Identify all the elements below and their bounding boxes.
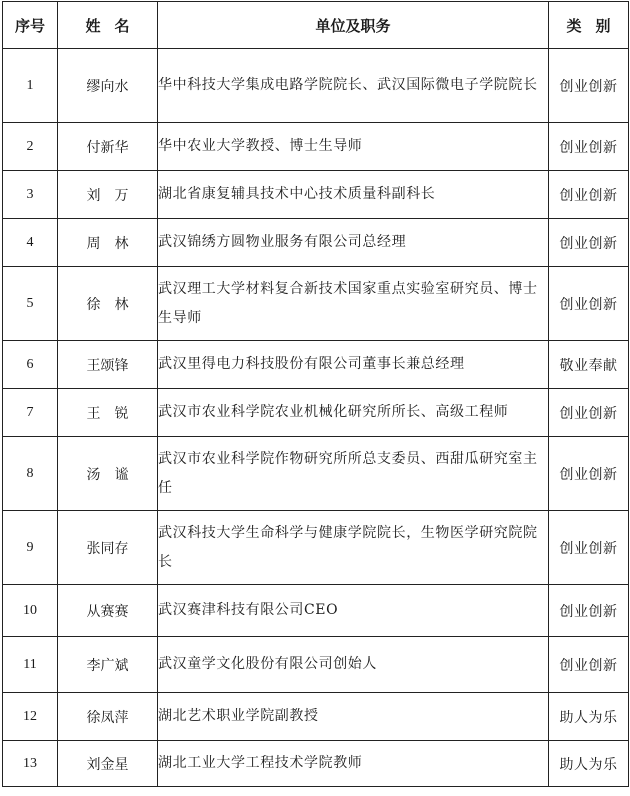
- row-name: 刘金星: [58, 741, 158, 787]
- table-row: [3, 437, 629, 511]
- row-category: 创业创新: [549, 49, 629, 123]
- row-category: 创业创新: [549, 511, 629, 585]
- row-category: 创业创新: [549, 171, 629, 219]
- row-index: 1: [3, 49, 58, 123]
- row-org: 武汉里得电力科技股份有限公司董事长兼总经理: [158, 341, 549, 389]
- row-index: 9: [3, 511, 58, 585]
- table-row: [3, 267, 629, 341]
- row-index: 4: [3, 219, 58, 267]
- table-row: [3, 389, 629, 437]
- row-index: 13: [3, 741, 58, 787]
- row-name: 从赛赛: [58, 585, 158, 637]
- row-org: 武汉科技大学生命科学与健康学院院长，生物医学研究院院长: [158, 511, 549, 585]
- table-row: [3, 219, 629, 267]
- table-row: [3, 123, 629, 171]
- row-category: 助人为乐: [549, 693, 629, 741]
- row-index: 3: [3, 171, 58, 219]
- row-category: 助人为乐: [549, 741, 629, 787]
- row-index: 11: [3, 637, 58, 693]
- row-name: 张同存: [58, 511, 158, 585]
- header-name: 姓名: [58, 2, 158, 49]
- row-org: 武汉赛津科技有限公司CEO: [158, 585, 549, 637]
- row-org: 武汉理工大学材料复合新技术国家重点实验室研究员、博士生导师: [158, 267, 549, 341]
- row-name: 汤谧: [58, 437, 158, 511]
- row-name: 李广斌: [58, 637, 158, 693]
- row-index: 5: [3, 267, 58, 341]
- row-name: 刘万: [58, 171, 158, 219]
- row-category: 创业创新: [549, 637, 629, 693]
- row-org: 湖北工业大学工程技术学院教师: [158, 741, 549, 787]
- row-org: 武汉市农业科学院作物研究所所总支委员、西甜瓜研究室主任: [158, 437, 549, 511]
- row-category: 创业创新: [549, 123, 629, 171]
- row-org: 湖北省康复辅具技术中心技术质量科副科长: [158, 171, 549, 219]
- row-org: 华中科技大学集成电路学院院长、武汉国际微电子学院院长: [158, 49, 549, 123]
- row-index: 8: [3, 437, 58, 511]
- row-name: 王锐: [58, 389, 158, 437]
- table-row: [3, 511, 629, 585]
- table-row: [3, 637, 629, 693]
- table-row: [3, 341, 629, 389]
- row-index: 2: [3, 123, 58, 171]
- row-org: 武汉锦绣方圆物业服务有限公司总经理: [158, 219, 549, 267]
- row-category: 创业创新: [549, 267, 629, 341]
- row-category: 创业创新: [549, 389, 629, 437]
- row-name: 缪向水: [58, 49, 158, 123]
- table-row: [3, 171, 629, 219]
- table-header-row: [3, 2, 629, 49]
- row-org: 湖北艺术职业学院副教授: [158, 693, 549, 741]
- row-name: 周林: [58, 219, 158, 267]
- row-name: 王颂锋: [58, 341, 158, 389]
- header-index: 序号: [3, 2, 58, 49]
- row-name: 付新华: [58, 123, 158, 171]
- header-category: 类别: [549, 2, 629, 49]
- row-category: 敬业奉献: [549, 341, 629, 389]
- table-row: [3, 585, 629, 637]
- row-category: 创业创新: [549, 219, 629, 267]
- row-name: 徐凤萍: [58, 693, 158, 741]
- row-category: 创业创新: [549, 437, 629, 511]
- header-org: 单位及职务: [158, 2, 549, 49]
- row-index: 6: [3, 341, 58, 389]
- table-row: [3, 49, 629, 123]
- row-org: 华中农业大学教授、博士生导师: [158, 123, 549, 171]
- table-row: [3, 693, 629, 741]
- honoree-table: [2, 1, 629, 787]
- row-name: 徐林: [58, 267, 158, 341]
- row-org: 武汉童学文化股份有限公司创始人: [158, 637, 549, 693]
- row-index: 12: [3, 693, 58, 741]
- table-row: [3, 741, 629, 787]
- row-index: 7: [3, 389, 58, 437]
- row-category: 创业创新: [549, 585, 629, 637]
- row-index: 10: [3, 585, 58, 637]
- row-org: 武汉市农业科学院农业机械化研究所所长、高级工程师: [158, 389, 549, 437]
